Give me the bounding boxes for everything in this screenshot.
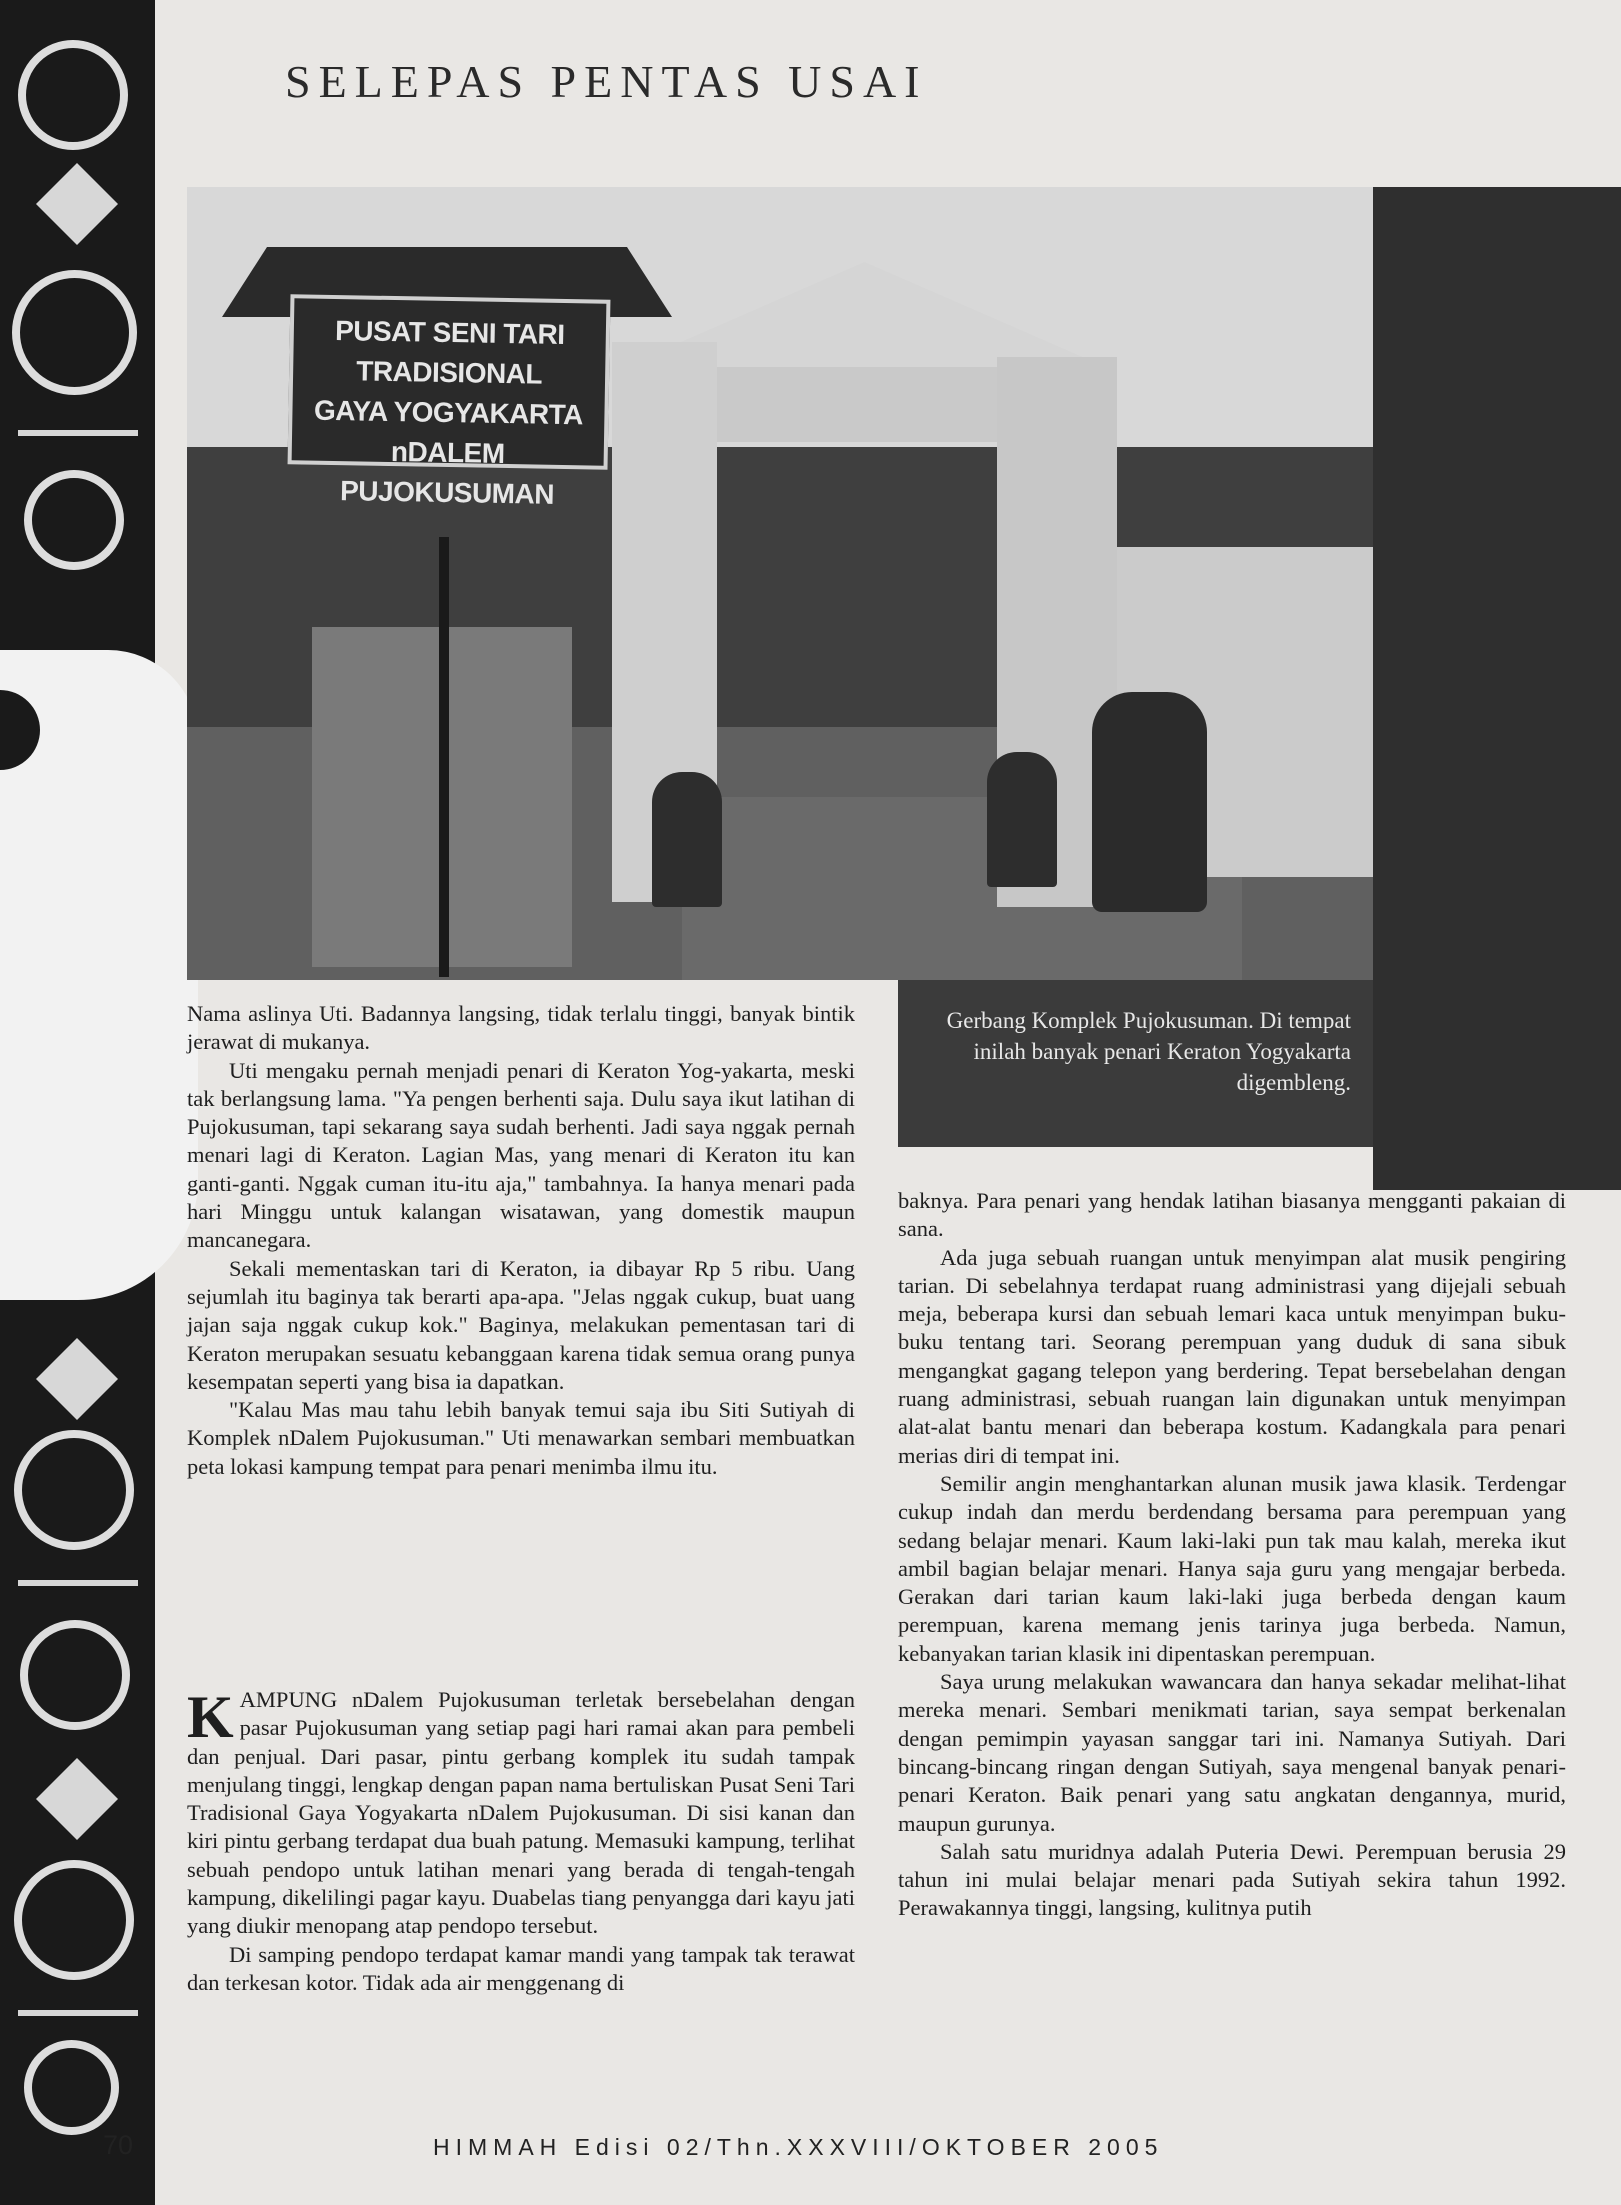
article-column-left-top — [187, 1000, 855, 1481]
paragraph: baknya. Para penari yang hendak latihan biasanya mengganti pakaian di sana. — [898, 1188, 1566, 1242]
article-title: SELEPAS PENTAS USAI — [285, 56, 928, 107]
paragraph: Ada juga sebuah ruangan untuk menyimpan alat musik pengiring tarian. Di sebelahnya terdapat ruang administrasi yang dijejali sebuah meja, beberapa kursi dan sebuah lemari kaca untuk menyimpan buku-buku tentang tari. Seorang perempuan yang duduk di sana sibuk mengangkat gagang telepon yang berdering. Tepat bersebelahan dengan ruang administrasi, sebuah ruangan lain digunakan untuk menyimpan alat-alat bantu menari dan beberapa kostum. Kadangkala para penari merias diri di tempat ini. — [898, 1244, 1566, 1468]
ornament-circle — [24, 470, 124, 570]
ornament-circle — [12, 270, 137, 395]
ornament-circle — [20, 1620, 130, 1730]
motorcycle-rider — [1092, 692, 1207, 912]
paragraph-with-dropcap — [187, 1686, 855, 1941]
paragraph: Nama aslinya Uti. Badannya langsing, tidak terlalu tinggi, banyak bintik jerawat di mukanya. — [187, 1001, 855, 1055]
article-column-right — [898, 1187, 1566, 1923]
ornament-circle — [24, 2040, 119, 2135]
ornament-circle — [14, 1860, 134, 1980]
signboard-line: GAYA YOGYAKARTA — [313, 394, 584, 431]
paragraph: Di samping pendopo terdapat kamar mandi yang tampak tak terawat dan terkesan kotor. Tidak ada air menggenang di — [187, 1941, 855, 1995]
paragraph: "Kalau Mas mau tahu lebih banyak temui saja ibu Siti Sutiyah di Komplek nDalem Pujokusuman." Uti menawarkan sembari membuatkan peta lokasi kampung tempat para penari menimba ilmu itu. — [187, 1397, 855, 1479]
ornament-circle — [14, 1430, 134, 1550]
paragraph: Salah satu muridnya adalah Puteria Dewi. Perempuan berusia 29 tahun ini mulai belajar menari pada Sutiyah sekira tahun 1992. Perawakannya tinggi, langsing, kulitnya putih — [898, 1838, 1566, 1921]
caption-side-panel — [1373, 187, 1621, 1190]
ornament-strip — [18, 430, 138, 436]
issue-line: HIMMAH Edisi 02/Thn.XXXVIII/OKTOBER 2005 — [433, 2134, 1164, 2160]
article-photo — [187, 187, 1373, 980]
ornament-circle — [18, 40, 128, 150]
ornament-strip — [18, 2010, 138, 2016]
paragraph: Saya urung melakukan wawancara dan hanya sekadar melihat-lihat mereka menari. Sembari menikmati tarian, saya sempat berkenalan dengan pemimpin yayasan sanggar tari ini. Namanya Sutiyah. Dari bincang-bincang ringan dengan Sutiyah, saya mengenal banyak penari-penari Keraton. Baik penari yang satu angkatan dengannya, murid, maupun gurunya. — [898, 1669, 1566, 1836]
signboard-line: nDALEM PUJOKUSUMAN — [339, 435, 555, 510]
ornament-diamond — [36, 163, 118, 245]
statue-right — [987, 752, 1057, 887]
ornament-diamond — [36, 1338, 118, 1420]
photo-caption: Gerbang Komplek Pujokusuman. Di tempat inilah banyak penari Keraton Yogyakarta digembleng. — [946, 1008, 1351, 1095]
paragraph: Uti mengaku pernah menjadi penari di Keraton Yog-yakarta, meski tak berlangsung lama. "Ya pengen berhenti saja. Dulu saya ikut latihan di Pujokusuman, tapi sekarang saya sudah berhenti. Jadi saya nggak pernah menari lagi di Keraton. Lagian Mas, yang menari di Keraton itu kan ganti-ganti. Nggak cuman itu-itu aja," tambahnya. Ia hanya menari pada hari Minggu untuk kalangan wisatawan, yang domestik maupun mancanegara. — [187, 1057, 855, 1253]
page-number: 70 — [103, 2130, 134, 2160]
ornament-strip — [18, 1580, 138, 1586]
statue-left — [652, 772, 722, 907]
signboard — [288, 294, 611, 510]
paragraph-text: AMPUNG nDalem Pujokusuman terletak bersebelahan dengan pasar Pujokusuman yang setiap pagi hari ramai akan para pembeli dan penjual. Dari pasar, pintu gerbang komplek itu sudah tampak menjulang tinggi, lengkap dengan papan nama bertuliskan Pusat Seni Tari Tradisional Gaya Yogyakarta nDalem Pujokusuman. Di sisi kanan dan kiri pintu gerbang terdapat dua buah patung. Memasuki kampung, terlihat sebuah pendopo untuk latihan menari yang berada di tengah-tengah kampung, dikelilingi pagar kayu. Duabelas tiang penyangga dari kayu jati yang diukir menopang atap pendopo tersebut. — [187, 1687, 855, 1939]
sign-pole — [439, 537, 449, 977]
signboard-line: PUSAT SENI TARI TRADISIONAL — [334, 315, 565, 390]
paragraph: Semilir angin menghantarkan alunan musik jawa klasik. Terdengar cukup indah dan merdu berdendang bersama para perempuan yang sedang belajar menari. Kaum laki-laki pun tak mau kalah, mereka ikut ambil bagian belajar menari. Hanya saja guru yang mengajar berbeda. Gerakan dari tarian kaum laki-laki juga berbeda dengan kaum perempuan, karena memang jenis tarinya juga berbeda. Namun, kebanyakan tarian klasik ini dipentaskan perempuan. — [898, 1470, 1566, 1666]
dropcap: K — [187, 1684, 234, 1750]
article-column-left-bottom — [187, 1686, 855, 1997]
photo-caption-box — [898, 980, 1373, 1147]
paragraph: Sekali mementaskan tari di Keraton, ia dibayar Rp 5 ribu. Uang sejumlah itu baginya tak berarti apa-apa. "Jelas nggak cukup, buat uang jajan saja nggak cukup kok." Baginya, melakukan pementasan tari di Keraton merupakan sesuatu kebanggaan karena tidak semua orang punya kesempatan seperti yang bisa ia dapatkan. — [187, 1255, 855, 1394]
ornament-diamond — [36, 1758, 118, 1840]
